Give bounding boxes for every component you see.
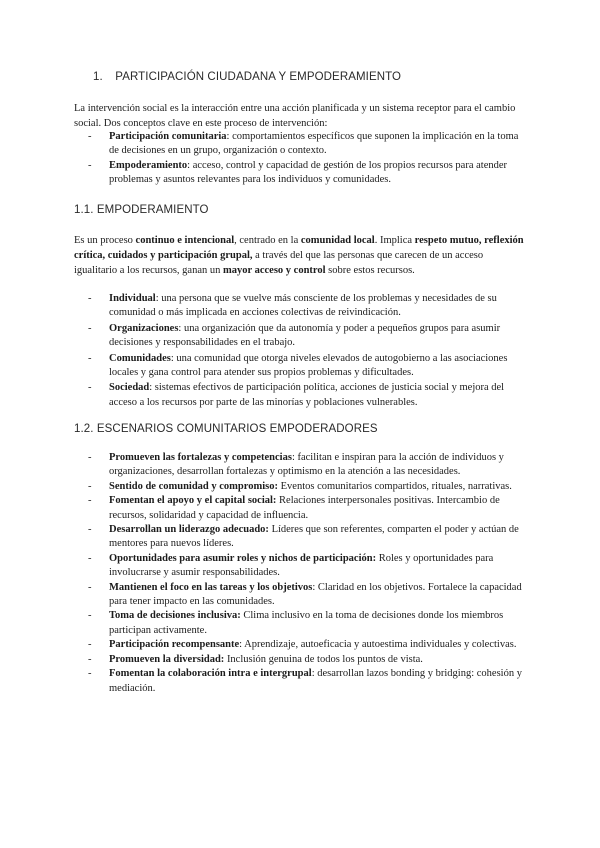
list-item [88, 523, 528, 552]
list-item-text: : desarrollan lazos bonding y bridging: cohesión y mediación. [109, 668, 522, 694]
list-item [88, 292, 528, 321]
list-item-term: Participación recompensante [109, 639, 240, 651]
list-item-text: : sistemas efectivos de participación política, acciones de justicia social y mejora del acceso a los recursos por parte de las minorías y poblaciones vulnerables. [109, 382, 505, 408]
list-item-term: Organizaciones [109, 322, 179, 334]
list-item-term: Promueven la diversidad: [109, 653, 225, 665]
list-item [88, 609, 528, 638]
list-item-term: Oportunidades para asumir roles y nichos de participación: [109, 552, 377, 564]
list-item [88, 552, 528, 581]
list-item-term: Fomentan la colaboración intra e intergrupal [109, 668, 312, 680]
list-item-text: : una persona que se vuelve más consciente de los problemas y necesidades de su comunidad o más implicada en acciones colectivas de reivindicación. [109, 293, 497, 319]
section-1-2-heading: 1.2. ESCENARIOS COMUNITARIOS EMPODERADORES [74, 423, 378, 435]
section-1-1-list [88, 292, 528, 411]
list-item-term: Mantienen el foco en las tareas y los objetivos [109, 581, 313, 593]
section-1-list [88, 130, 528, 188]
list-item-text: : acceso, control y capacidad de gestión de los propios recursos para atender problemas y asuntos relevantes para los individuos y comunidades. [109, 159, 508, 186]
para-bold: continuo e intencional [135, 235, 235, 246]
list-item-text: : una comunidad que otorga niveles elevados de autogobierno a las asociaciones locales y gana control para atender sus propios problemas y dificultades. [109, 352, 508, 379]
list-item [88, 494, 528, 523]
para-text: sobre estos recursos. [325, 265, 415, 276]
section-1-intro: La intervención social es la interacción entre una acción planificada y un sistema receptor para el cambio social. Dos conceptos clave en este proceso de intervención: [74, 103, 516, 129]
para-text: Es un proceso [74, 235, 136, 246]
list-item-text: : Claridad en los objetivos. Fortalece la capacidad para tener impacto en las comunidades. [109, 581, 522, 608]
list-item-term: Promueven las fortalezas y competencias [109, 452, 292, 463]
list-item-text: Roles y oportunidades para involucrarse y asumir responsabilidades. [109, 552, 494, 579]
list-item [88, 352, 528, 381]
list-item [88, 130, 528, 159]
list-item [88, 653, 528, 667]
list-item-term: Toma de decisiones inclusiva: [109, 610, 241, 622]
list-item [88, 667, 528, 696]
list-item-text: : comportamientos específicos que suponen la implicación en la toma de decisiones en un grupo, organización o contexto. [109, 131, 519, 157]
section-1-heading [93, 71, 401, 83]
list-item-text: : facilitan e inspiran para la acción de individuos y organizaciones, desarrollan fortalezas y optimismo en la atención a las necesidades. [109, 452, 504, 478]
list-item-term: Empoderamiento [109, 159, 188, 171]
list-item-term: Sentido de comunidad y compromiso: [109, 480, 278, 492]
para-text: , centrado en la [234, 235, 301, 246]
list-item-text: Líderes que son referentes, comparten el poder y actúan de mentores para nuevos líderes. [109, 524, 519, 550]
para-text: . Implica [374, 235, 415, 246]
list-item [88, 480, 528, 494]
list-item-term: Comunidades [109, 352, 171, 364]
para-bold: comunidad local [300, 235, 375, 246]
section-1-title: PARTICIPACIÓN CIUDADANA Y EMPODERAMIENTO [115, 71, 402, 83]
list-item-term: Sociedad [109, 382, 150, 394]
list-item-text: Eventos comunitarios compartidos, rituales, narrativas. [278, 480, 512, 492]
list-item [88, 451, 528, 480]
section-1-1-paragraph [74, 233, 524, 278]
list-item [88, 322, 528, 351]
para-bold: mayor acceso y control [223, 265, 326, 276]
section-1-1-heading: 1.1. EMPODERAMIENTO [74, 204, 209, 216]
section-1-number: 1. [93, 71, 103, 83]
list-item [88, 381, 528, 410]
list-item [88, 581, 528, 610]
list-item [88, 159, 528, 188]
list-item-term: Desarrollan un liderazgo adecuado: [109, 524, 269, 536]
list-item-text: Inclusión genuina de todos los puntos de vista. [224, 653, 423, 665]
list-item [88, 638, 528, 652]
list-item-text: : Aprendizaje, autoeficacia y autoestima individuales y colectivas. [239, 639, 517, 651]
para-bold: respeto mutuo, reflexión crítica, cuidados y participación grupal, [74, 235, 524, 261]
list-item-term: Participación comunitaria [109, 131, 227, 142]
section-1-2-list [88, 451, 528, 696]
list-item-text: : una organización que da autonomía y poder a pequeños grupos para asumir decisiones y responsabilidades en el trabajo. [109, 322, 501, 349]
para-text: a través del que las personas que carecen de un acceso igualitario a los recursos, ganan un [74, 250, 484, 276]
list-item-text: Relaciones interpersonales positivas. Intercambio de recursos, solidaridad y capacidad de influencia. [109, 495, 500, 521]
list-item-text: Clima inclusivo en la toma de decisiones donde los miembros participan activamente. [109, 610, 504, 636]
list-item-term: Individual [109, 293, 156, 304]
list-item-term: Fomentan el apoyo y el capital social: [109, 495, 277, 507]
